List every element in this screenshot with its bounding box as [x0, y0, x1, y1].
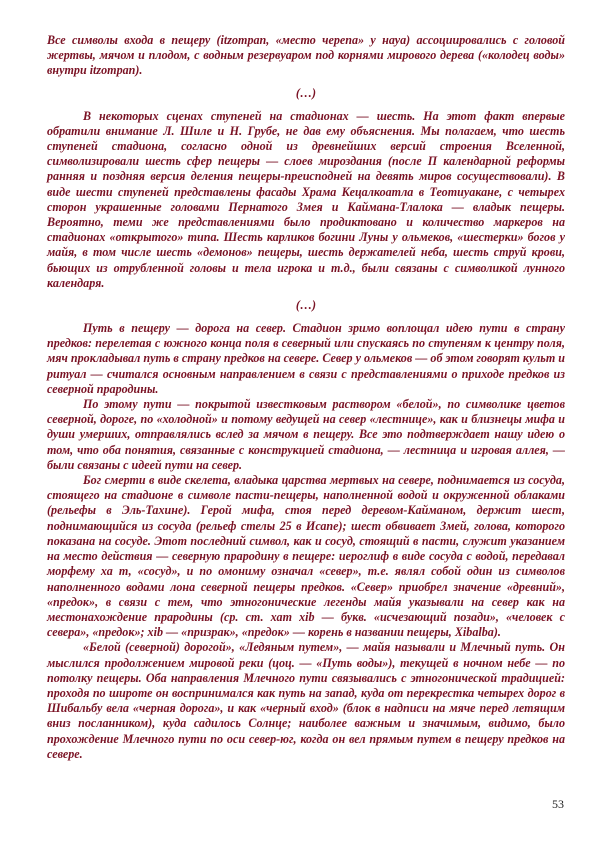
paragraph-path-to-north: Путь в пещеру — дорога на север. Стадион зримо воплощал идею пути в страну предков: перелетая с южного конца поля в северный или спускаясь по ступеням к центру поля, мяч прокладывал путь в страну предков на севере. Север у ольмеков — об этом говорят культ и ритуал — считался основным направлением в связи с представлениями о приходе предков из северной прародины.: [47, 321, 565, 396]
paragraph-symbols-of-cave-entrance: Все символы входа в пещеру (itzompan, «место черепа» у науа) ассоциировались с головой жертвы, мячом и плодом, с водным резервуаром под корнями мирового дерева («колодец воды» внутри itzompan).: [47, 33, 565, 78]
page-number: 53: [552, 797, 564, 811]
paragraph-god-of-death: Бог смерти в виде скелета, владыка царства мертвых на севере, поднимается из сосуда, стоящего на стадионе в символе пасти-пещеры, наполненной водой и окруженной облаками (рельефы в Эль-Тахине). Герой мифа, стоя перед деревом-Кайманом, держит шест, поднимающийся из сосуда (рельеф стелы 25 в Исапе); шест обвивает Змей, голова, которого показана на сосуде. Этот последний символ, как и сосуд, стоящий в пасти, служит указанием на место действия — северную прародину в пещере: иероглиф в виде сосуда с водой, передавал морфему ха т, «сосуд», и по омониму означал «север», т.е. являл собой один из символов наполненного водами лона северной пещеры предков. «Север» приобрел значение «древний», «предок», в связи с тем, что этногонические легенды майя указывали на север как на местонахождение прародины (ср. ст. хат xib — букв. «исчезающий позади», «человек с севера», «предок»; xib — «призрак», «предок» — корень в названии пещеры, Xibalba).: [47, 473, 565, 640]
paragraph-white-road: По этому пути — покрытой известковым раствором «белой», по символике цветов северной, дороге, по «холодной» и потому ведущей на север «лестнице», как и близнецы мифа и души умерших, отправлялись вслед за мячом в пещеру. Все это подтверждает нашу идею о том, что оба понятия, связанные с конструкцией стадиона, — лестница и игровая аллея, — были связаны с идеей пути на север.: [47, 397, 565, 472]
document-page: [47, 33, 565, 762]
ellipsis-separator: (…): [295, 85, 317, 100]
paragraph-milky-way: «Белой (северной) дорогой», «Ледяным путем», — майя называли и Млечный путь. Он мыслился продолжением мировой реки (цоц. — «Путь воды»), текущей в ночном небе — по потолку пещеры. Оба направления Млечного пути связывались с этногонической традицией: проходя по широте он воспринимался как путь на запад, куда от перекрестка четырех дорог в Шибальбу вела «черная дорога», и как «черный вход» (блок в надписи на мяче перед летящим вниз посланником), куда садилось Солнце; наиболее важным и значимым, видимо, было прохождение Млечного пути по оси север-юг, когда он вел прямым путем в пещеру предков на севере.: [47, 640, 565, 761]
paragraph-six-steps: В некоторых сценах ступеней на стадионах — шесть. На этот факт впервые обратили внимание Л. Шиле и Н. Грубе, не дав ему объяснения. Мы полагаем, что шесть ступеней стадиона, согласно одной из древнейших версий строения Вселенной, символизировали шесть сфер пещеры — слоев мироздания (после П календарной реформы ранняя и поздняя версия деления пещеры-преисподней на девять миров сосуществовали). В виде шести ступеней представлены фасады Храма Кецалкоатла в Теотиуакане, с четырех сторон украшенные головами Пернатого Змея и Каймана-Тлалока — владык пещеры. Вероятно, теми же представлениями было продиктовано и количество маркеров на стадионах «открытого» типа. Шесть карликов богини Луны у ольмеков, «шестерки» богов у майя, в том числе шесть «демонов» пещеры, шесть держателей неба, шесть струй крови, бьющих из отрубленной головы и тела игрока и т.д., были связаны с символикой лунного календаря.: [47, 108, 565, 290]
ellipsis-separator: (…): [295, 298, 317, 313]
